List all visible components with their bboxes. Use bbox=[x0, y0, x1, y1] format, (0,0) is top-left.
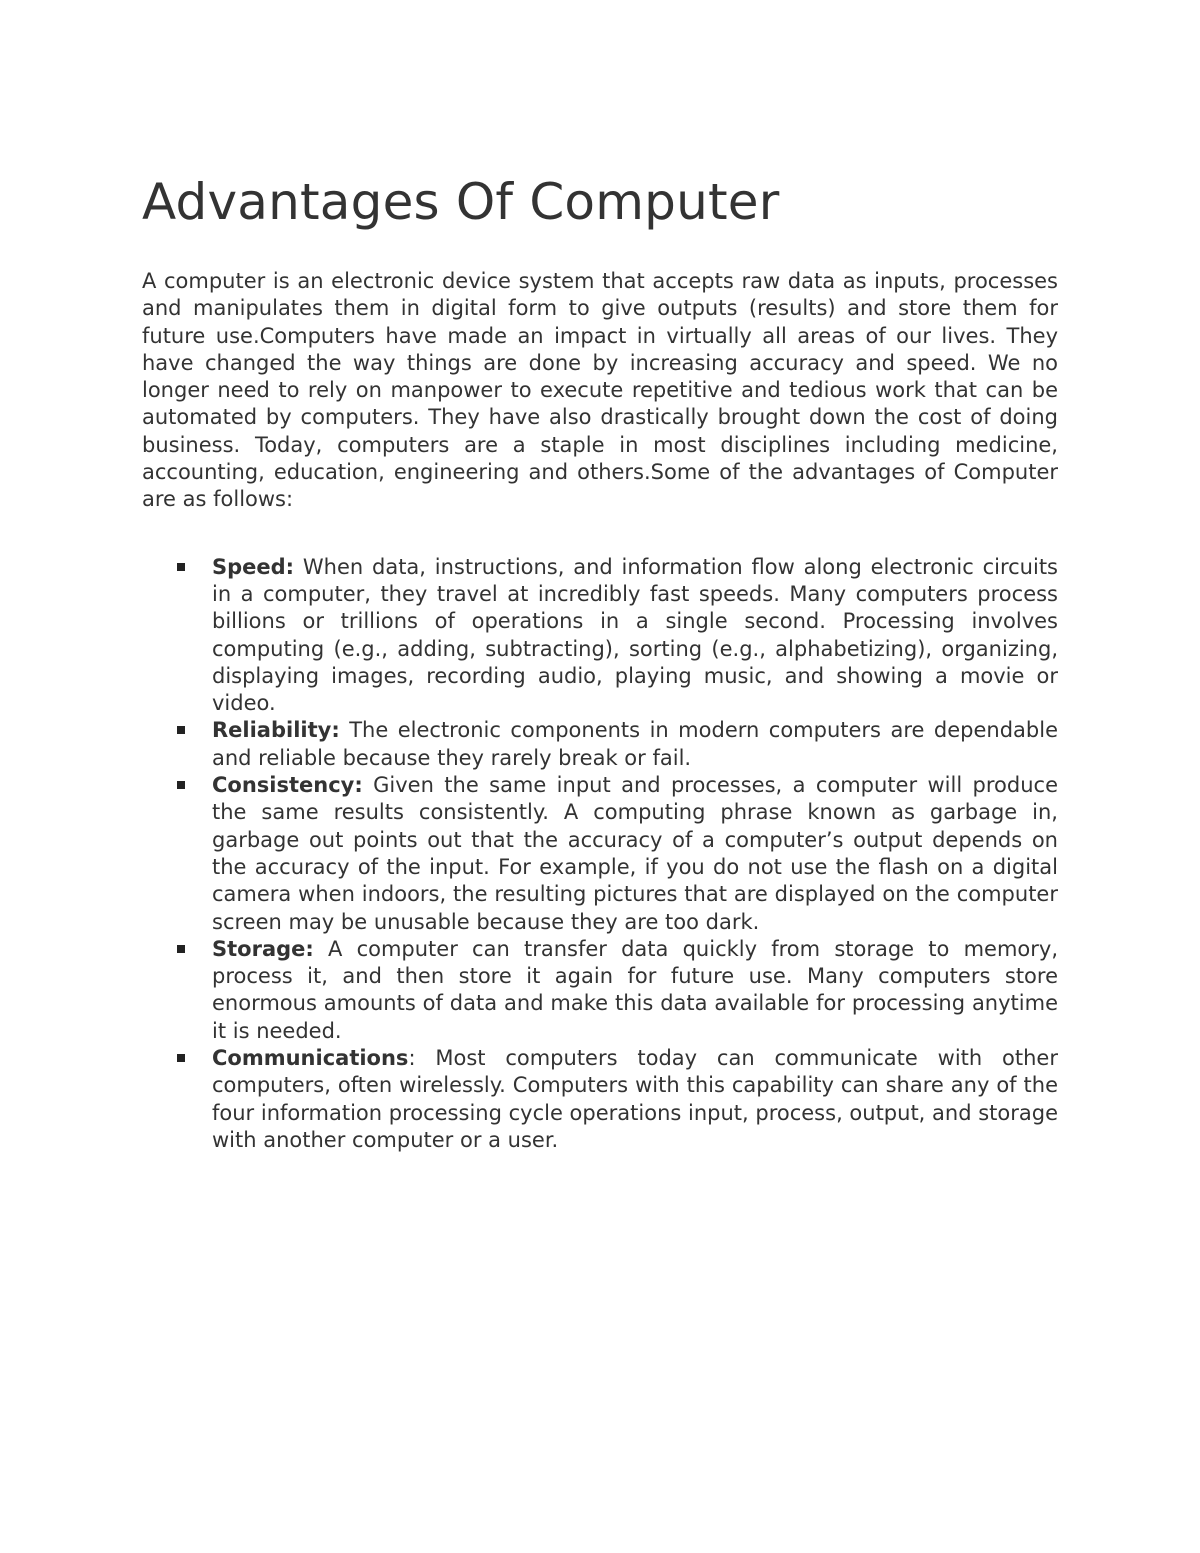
square-bullet-icon bbox=[177, 781, 185, 789]
square-bullet-icon bbox=[177, 945, 185, 953]
list-item-reliability bbox=[142, 717, 1058, 772]
list-item-storage bbox=[142, 936, 1058, 1045]
item-term: Reliability: bbox=[212, 718, 340, 743]
square-bullet-icon bbox=[177, 726, 185, 734]
item-text: The electronic components in modern computers are dependable and reliable because they rarely break or fail. bbox=[212, 718, 1058, 770]
square-bullet-icon bbox=[177, 563, 185, 571]
item-term: Speed: bbox=[212, 554, 295, 579]
advantages-list bbox=[142, 554, 1058, 1155]
item-text: : Most computers today can communicate with other computers, often wirelessly. Computers with this capability can share any of the four information processing cycle operations input, process, output, and storage with another computer or a user. bbox=[212, 1046, 1058, 1152]
item-term: Storage: bbox=[212, 936, 314, 961]
item-term: Communications bbox=[212, 1046, 409, 1071]
item-text: When data, instructions, and information flow along electronic circuits in a computer, they travel at incredibly fast speeds. Many computers process billions or trillions of operations in a single second. Processing involves computing (e.g., adding, subtracting), sorting (e.g., alphabetizing), organizing, displaying images, recording audio, playing music, and showing a movie or video. bbox=[212, 554, 1058, 716]
item-term: Consistency: bbox=[212, 773, 363, 798]
list-item-communications bbox=[142, 1045, 1058, 1154]
document-title: Advantages Of Computer bbox=[142, 173, 780, 231]
document-page bbox=[142, 170, 1058, 1154]
intro-paragraph: A computer is an electronic device system that accepts raw data as inputs, processes and manipulates them in digital form to give outputs (results) and store them for future use.Computers have made an impact in virtually all areas of our lives. They have changed the way things are done by increasing accuracy and speed. We no longer need to rely on manpower to execute repetitive and tedious work that can be automated by computers. They have also drastically brought down the cost of doing business. Today, computers are a staple in most disciplines including medicine, accounting, education, engineering and others.Some of the advantages of Computer are as follows: bbox=[142, 269, 1058, 512]
list-item-consistency bbox=[142, 772, 1058, 936]
item-text: A computer can transfer data quickly from storage to memory, process it, and then store it again for future use. Many computers store enormous amounts of data and make this data available for processing anytime it is needed. bbox=[212, 936, 1058, 1043]
item-text: Given the same input and processes, a computer will produce the same results consistently. A computing phrase known as garbage in, garbage out points out that the accuracy of a computer’s output depends on the accuracy of the input. For example, if you do not use the flash on a digital camera when indoors, the resulting pictures that are displayed on the computer screen may be unusable because they are too dark. bbox=[212, 773, 1058, 934]
square-bullet-icon bbox=[177, 1054, 185, 1062]
list-item-speed bbox=[142, 554, 1058, 718]
